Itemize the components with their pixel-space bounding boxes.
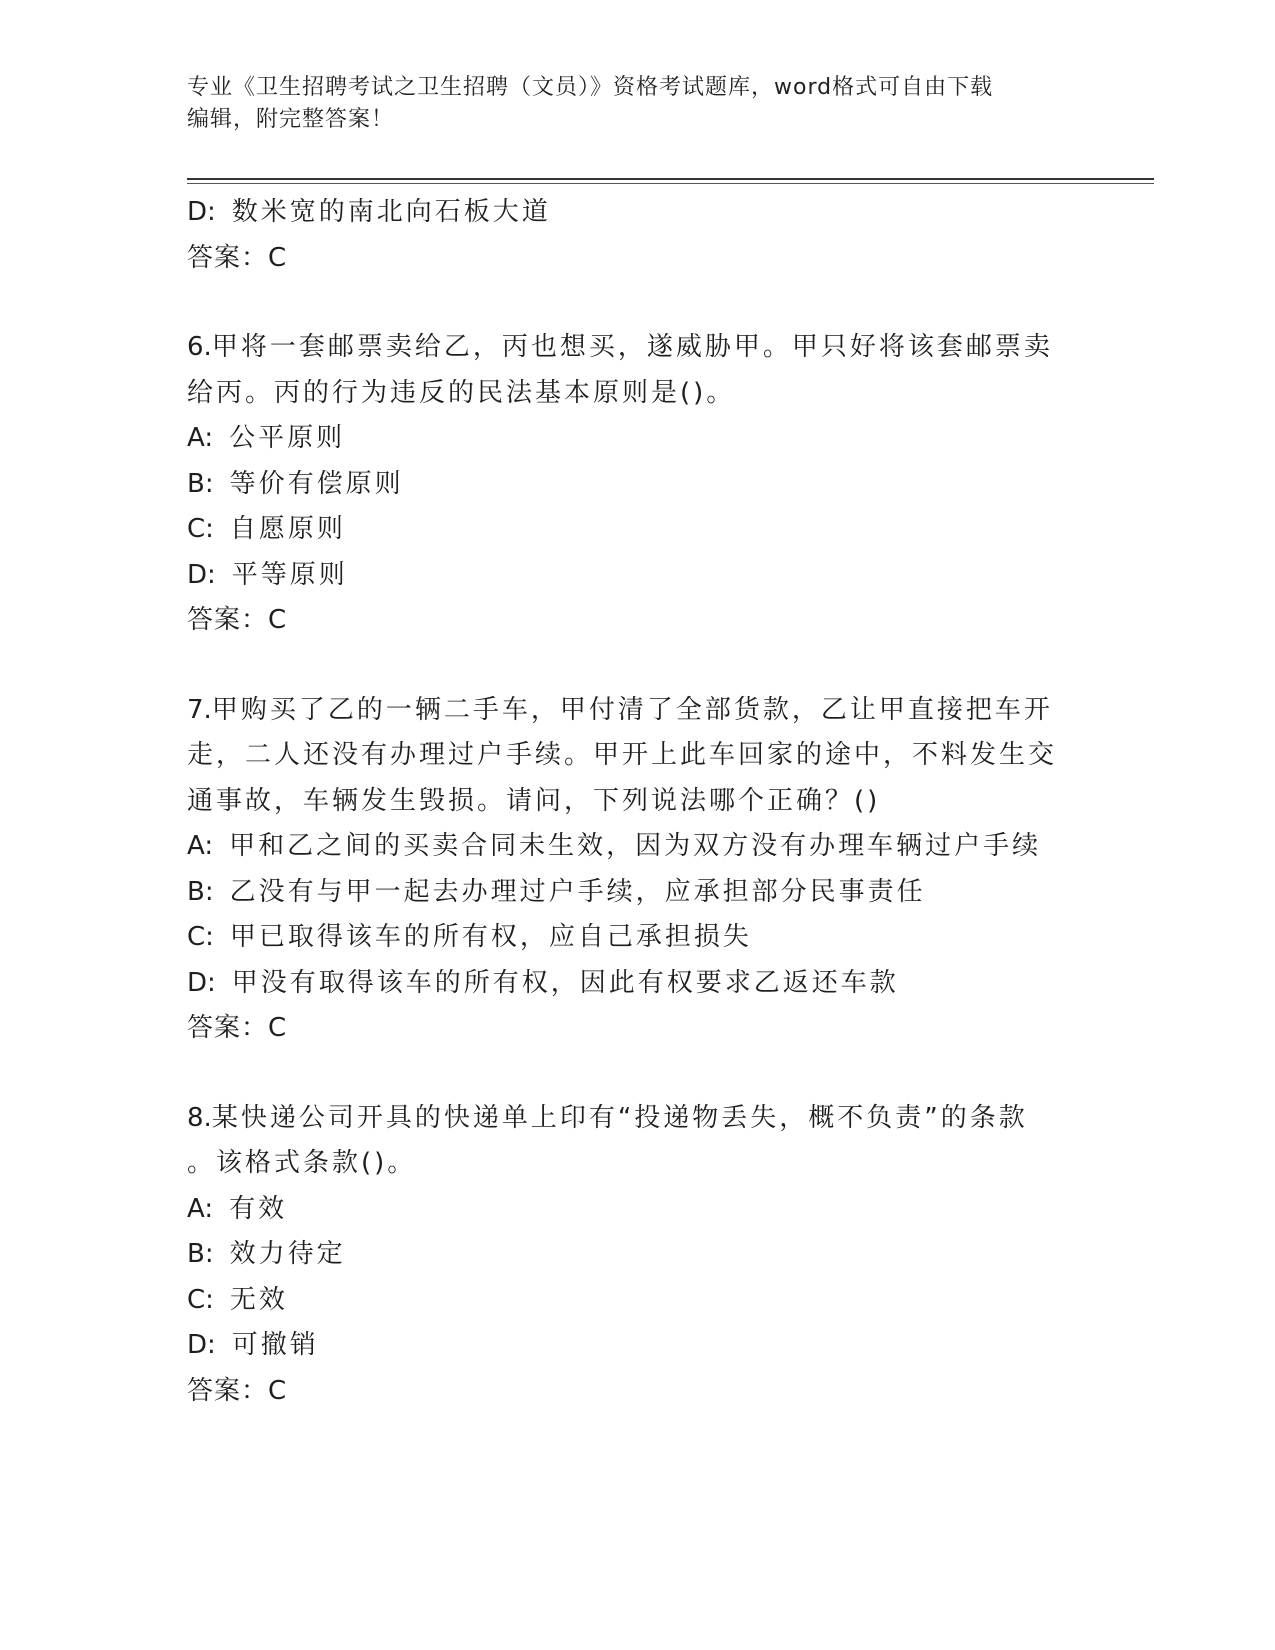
question-stem-line [187,1096,1087,1142]
option-text: 甲已取得该车的所有权，应自己承担损失 [229,922,752,952]
option-key: A: [187,423,214,453]
option-text: 效力待定 [229,1239,346,1269]
option-key: D: [187,967,216,998]
question-stem-line: 。该格式条款()。 [187,1148,417,1178]
option-text: 无效 [229,1284,288,1315]
option-key: C: [187,1284,214,1315]
option-b [187,1232,1087,1278]
option-key: C: [187,922,214,952]
option-text: 平等原则 [231,559,348,590]
answer-line: 答案：C [187,1375,288,1406]
question-content [187,190,1087,1414]
question-7 [187,688,1087,1052]
option-text: 乙没有与甲一起去办理过户手续，应承担部分民事责任 [229,876,926,907]
option-key: A: [187,1193,214,1224]
option-text: 可撤销 [231,1330,319,1360]
question-number: 6. [187,332,212,362]
option-d [187,961,1087,1007]
question-8 [187,1096,1087,1415]
option-d [187,1323,1087,1369]
option-d [187,190,1087,236]
question-text: 某快递公司开具的快递单上印有“投递物丢失，概不负责”的条款 [211,1102,1028,1133]
question-text: 甲购买了乙的一辆二手车，甲付清了全部货款，乙让甲直接把车开 [211,694,1053,725]
option-key: D: [187,1330,216,1360]
question-text: 甲将一套邮票卖给乙，丙也想买，遂威胁甲。甲只好将该套邮票卖 [211,332,1053,362]
question-stem-line: 通事故，车辆发生毁损。请问，下列说法哪个正确？() [187,785,881,816]
option-d [187,553,1087,599]
option-b [187,870,1087,916]
question-stem-line [187,325,1087,371]
question-number: 7. [187,694,212,725]
header-line-1: 专业《卫生招聘考试之卫生招聘（文员）》资格考试题库，word格式可自由下载 [187,75,994,100]
option-text: 数米宽的南北向石板大道 [231,197,551,227]
previous-question-tail [187,190,1087,281]
option-key: B: [187,1239,214,1269]
question-stem-line [187,688,1087,734]
option-key: D: [187,559,216,590]
option-text: 自愿原则 [229,514,346,544]
option-c [187,1278,1087,1324]
option-a [187,416,1087,462]
option-text: 有效 [229,1193,288,1224]
option-key: A: [187,831,214,861]
question-6 [187,325,1087,644]
header-divider-thick [187,178,1154,180]
option-text: 等价有偿原则 [229,468,404,499]
option-a [187,1187,1087,1233]
answer-line: 答案：C [187,605,288,635]
option-key: C: [187,514,214,544]
option-a [187,824,1087,870]
question-stem-line: 给丙。丙的行为违反的民法基本原则是()。 [187,377,736,408]
question-number: 8. [187,1102,212,1133]
option-text: 甲没有取得该车的所有权，因此有权要求乙返还车款 [231,967,899,998]
option-text: 甲和乙之间的买卖合同未生效，因为双方没有办理车辆过户手续 [229,831,1042,861]
option-c [187,915,1087,961]
option-key: D: [187,197,216,227]
answer-line: 答案：C [187,1013,288,1043]
document-header [187,72,1087,136]
option-key: B: [187,468,214,499]
option-text: 公平原则 [229,423,346,453]
header-divider-thin [187,183,1154,184]
answer-line: 答案：C [187,242,288,273]
header-line-2: 编辑，附完整答案！ [187,107,395,132]
option-key: B: [187,876,214,907]
question-stem-line: 走，二人还没有办理过户手续。甲开上此车回家的途中，不料发生交 [187,740,1058,770]
option-b [187,462,1087,508]
option-c [187,507,1087,553]
